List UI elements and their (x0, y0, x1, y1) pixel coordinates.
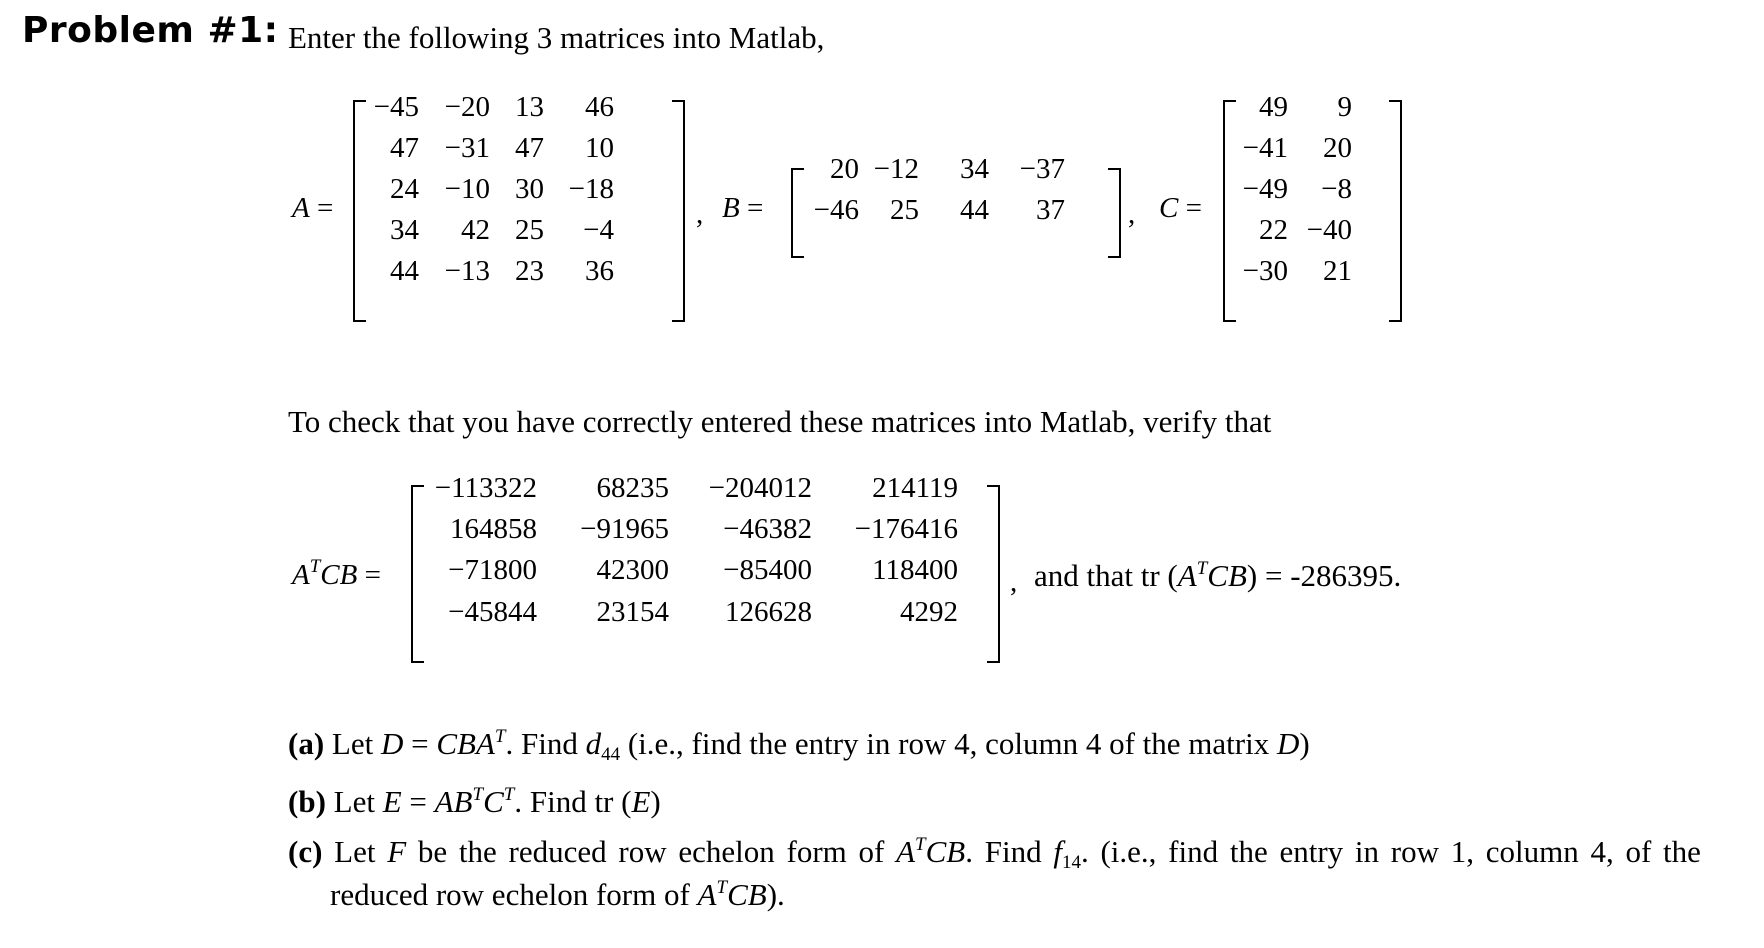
matrix-b-right-bracket (1108, 168, 1121, 258)
part-b: (b) Let $E = AB^TC^T$. Find tr (E) (288, 784, 661, 819)
product-right-bracket (987, 485, 1000, 663)
trace-text: and that tr $(A^TCB) = -286395$. (1034, 558, 1402, 593)
comma: , (1010, 566, 1018, 598)
matrix-a-right-bracket (672, 100, 685, 322)
matrix-c-left-bracket (1223, 100, 1236, 322)
problem-intro: Enter the following 3 matrices into Matlab, (288, 20, 825, 55)
matrix-a-label: A = (292, 192, 334, 224)
matrix-b-left-bracket (791, 168, 804, 258)
comma: , (696, 198, 704, 230)
matrix-b-label: B = (722, 192, 764, 224)
matrix-c-label: C = (1159, 192, 1202, 224)
problem-heading: Problem #1: (22, 10, 279, 51)
part-a: (a) Let $D = CBA^T$. Find $d_{44}$ (i.e., find the entry in row 4, column 4 of the matrix D) (288, 726, 1310, 765)
matrix-b: 20 −12 34 −37 −46 25 44 37 (791, 168, 1121, 258)
matrix-a: −45 −20 13 46 47 −31 47 10 24 −10 30 −18 34 42 25 −4 44 −13 23 36 (353, 100, 685, 322)
product-label: $A^TCB$ = (292, 556, 381, 591)
product-left-bracket (411, 485, 424, 663)
comma: , (1128, 198, 1136, 230)
check-text: To check that you have correctly entered these matrices into Matlab, verify that (288, 404, 1272, 439)
matrix-a-left-bracket (353, 100, 366, 322)
part-c-line-2: reduced row echelon form of $A^TCB$). (330, 877, 785, 912)
product-matrix: −113322 68235 −204012 214119 164858 −91965 −46382 −176416 −71800 42300 −85400 118400 −45844 23154 126628 4292 (411, 485, 1000, 663)
matrix-c-right-bracket (1389, 100, 1402, 322)
matrix-c: 49 9 −41 20 −49 −8 22 −40 −30 21 (1223, 100, 1402, 322)
part-c-line-1: (c) Let F be the reduced row echelon form of $A^TCB$. Find $f_{14}$. (i.e., find the entry in row 1, column 4, of the (288, 834, 1701, 873)
